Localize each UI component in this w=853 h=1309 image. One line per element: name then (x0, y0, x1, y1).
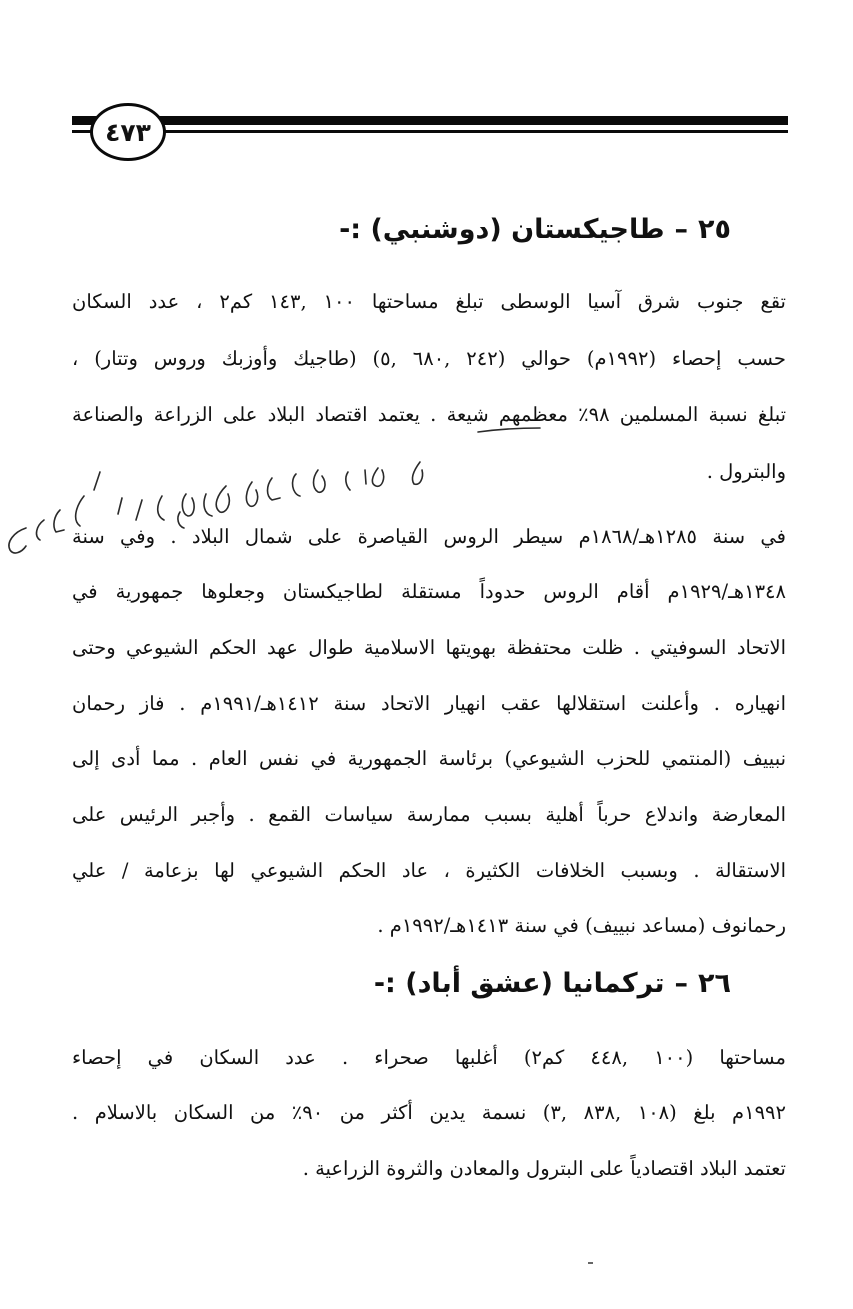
section-25-title: طاجيكستان (دوشنبي) :- (339, 214, 665, 245)
pencil-stroke-10 (158, 496, 164, 520)
s25-p2-line-5: نبييف (المنتمي للحزب الشيوعي) برئاسة الجمهورية في نفس العام . مما أدى إلى (72, 747, 786, 770)
pencil-stroke-7 (246, 482, 257, 506)
pencil-stroke-11 (136, 500, 142, 520)
pencil-stroke-13 (94, 472, 100, 490)
pencil-stroke-6 (268, 478, 281, 500)
pencil-stroke-8 (204, 486, 229, 516)
pencil-stroke-3 (346, 472, 350, 490)
pencil-stroke-9 (182, 494, 194, 516)
pencil-stroke-14 (76, 496, 84, 526)
s25-p1-line-4: والبترول . (706, 460, 786, 483)
s25-p2-line-3: الاتحاد السوفيتي . ظلت محتفظة بهويتها الاسلامية طوال عهد الحكم الشيوعي وحتى (72, 636, 786, 659)
scan-speck (588, 1262, 593, 1264)
pencil-stroke-2 (365, 468, 384, 486)
s25-p2-line-4: انهياره . وأعلنت استقلالها عقب انهيار الاتحاد سنة ١٤١٢هـ/١٩٩١م . فاز رحمان (72, 692, 786, 715)
s25-p2-line-6: المعارضة واندلاع حرباً أهلية بسبب ممارسة سياسات القمع . وأجبر الرئيس على (72, 803, 786, 826)
pencil-stroke-5 (293, 474, 300, 496)
s26-p1-line-2: ١٩٩٢م بلغ (١٠٨ ,٨٣٨ ,٣) نسمة يدين أكثر من ٩٠٪ من السكان بالاسلام . (72, 1101, 786, 1124)
pencil-stroke-18 (178, 512, 184, 528)
page-number: ٤٧٣ (90, 103, 166, 161)
pencil-stroke-17 (9, 528, 26, 553)
s25-p1-line-2: حسب إحصاء (١٩٩٢م) حوالي (٢٤٢ ,٦٨٠ ,٥) (طاجيك وأوزبك وروس وتتار) ، (72, 347, 786, 370)
section-25-dash: – (674, 214, 689, 245)
pencil-stroke-15 (54, 510, 64, 532)
s25-p1-line-1: تقع جنوب شرق آسيا الوسطى تبلغ مساحتها ١٠٠ ,١٤٣ كم٢ ، عدد السكان (72, 290, 786, 313)
pencil-stroke-4 (314, 470, 325, 492)
section-26-title: تركمانيا (عشق أباد) :- (373, 968, 665, 999)
section-26-number: ٢٦ (698, 968, 731, 999)
s25-p2-line-2: ١٣٤٨هـ/١٩٢٩م أقام الروس حدوداً مستقلة لطاجيكستان وجعلوها جمهورية في (72, 580, 786, 603)
s25-p2-line-1: في سنة ١٢٨٥هـ/١٨٦٨م سيطر الروس القياصرة على شمال البلاد . وفي سنة (72, 525, 786, 548)
section-26-dash: – (674, 968, 689, 999)
s26-p1-line-3: تعتمد البلاد اقتصادياً على البترول والمعادن والثروة الزراعية . (302, 1157, 786, 1180)
section-25-number: ٢٥ (698, 214, 731, 245)
pencil-stroke-12 (118, 498, 122, 514)
s25-p2-line-7: الاستقالة . وبسبب الخلافات الكثيرة ، عاد الحكم الشيوعي لها بزعامة / علي (72, 859, 786, 882)
pencil-stroke-1 (412, 462, 422, 484)
s26-p1-line-1: مساحتها (١٠٠ ,٤٤٨ كم٢) أغلبها صحراء . عدد السكان في إحصاء (72, 1046, 786, 1069)
s25-p1-line-3: تبلغ نسبة المسلمين ٩٨٪ معظمهم شيعة . يعتمد اقتصاد البلاد على الزراعة والصناعة (72, 403, 786, 426)
pencil-stroke-16 (37, 520, 44, 540)
s25-p2-line-8: رحمانوف (مساعد نبييف) في سنة ١٤١٣هـ/١٩٩٢م . (377, 914, 786, 937)
pencil-underline (478, 428, 540, 432)
